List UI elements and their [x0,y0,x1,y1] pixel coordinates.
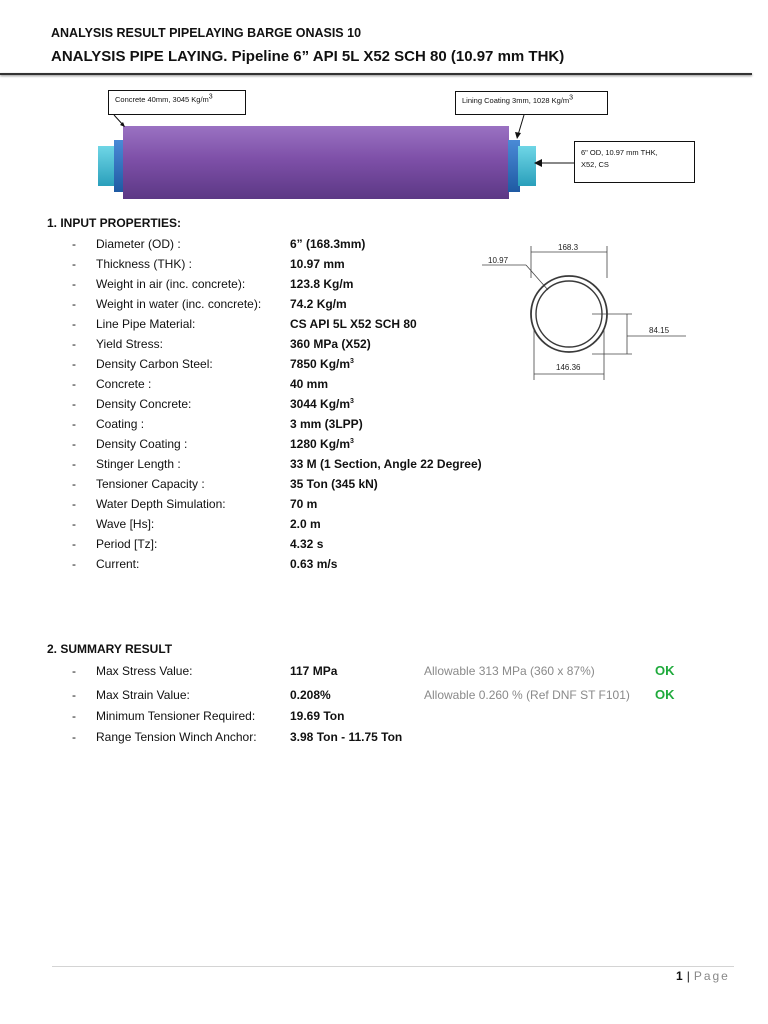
row-bullet: - [72,397,76,411]
input-label: Water Depth Simulation: [96,497,226,511]
input-label: Diameter (OD) : [96,237,181,251]
row-bullet: - [72,664,76,678]
row-bullet: - [72,730,76,744]
input-value: 4.32 s [290,537,324,551]
pipe-illustration [96,120,540,200]
header-rule [0,73,752,75]
unit-superscript: 3 [350,358,354,365]
page-separator: | [686,969,690,983]
input-label: Current: [96,557,140,571]
pipe-coating-left [114,140,124,192]
input-label: Density Carbon Steel: [96,357,213,371]
summary-label: Minimum Tensioner Required: [96,709,256,723]
row-bullet: - [72,497,76,511]
input-value: 35 Ton (345 kN) [290,477,378,491]
row-bullet: - [72,688,76,702]
input-label: Coating : [96,417,145,431]
row-bullet: - [72,277,76,291]
row-bullet: - [72,437,76,451]
row-bullet: - [72,517,76,531]
input-value: 123.8 Kg/m [290,277,354,291]
unit-superscript: 3 [350,438,354,445]
row-bullet: - [72,257,76,271]
input-value: 70 m [290,497,318,511]
input-label: Concrete : [96,377,152,391]
input-value: 2.0 m [290,517,321,531]
input-label: Stinger Length : [96,457,181,471]
input-value: 74.2 Kg/m [290,297,347,311]
summary-value: 117 MPa [290,664,338,678]
callout-pipe [574,141,695,183]
callout-lining-sup: 3 [569,94,574,102]
callout-concrete-text: Concrete 40mm, 3045 Kg/m [115,95,209,104]
row-bullet: - [72,317,76,331]
dim-id: 146.36 [556,363,581,372]
row-bullet: - [72,357,76,371]
row-bullet: - [72,557,76,571]
summary-value: 19.69 Ton [290,709,345,723]
pipe-concrete-body [123,126,509,199]
input-value: 40 mm [290,377,329,391]
input-label: Weight in water (inc. concrete): [96,297,262,311]
input-value: 10.97 mm [290,257,345,271]
input-value: 360 MPa (X52) [290,337,371,351]
leader-concrete [112,114,128,130]
input-label: Wave [Hs]: [96,517,155,531]
row-bullet: - [72,337,76,351]
input-value: 3 mm (3LPP) [290,417,363,431]
callout-concrete [108,90,246,115]
page-number: 1 [676,969,683,983]
callout-pipe-line1: 6" OD, 10.97 mm THK, [581,148,658,157]
status-ok-badge: OK [655,663,675,678]
summary-value: 0.208% [290,688,331,702]
summary-allowable: Allowable 313 MPa (360 x 87%) [424,664,595,678]
summary-label: Range Tension Winch Anchor: [96,730,257,744]
input-label: Density Coating : [96,437,188,451]
dim-thk: 10.97 [488,256,509,265]
row-bullet: - [72,457,76,471]
row-bullet: - [72,237,76,251]
status-ok-badge: OK [655,687,675,702]
input-value: 33 M (1 Section, Angle 22 Degree) [290,457,482,471]
report-subtitle: ANALYSIS PIPE LAYING. Pipeline 6” API 5L X52 SCH 80 (10.97 mm THK) [51,48,565,65]
leader-pipe [534,157,576,169]
input-label: Tensioner Capacity : [96,477,205,491]
row-bullet: - [72,709,76,723]
summary-value: 3.98 Ton - 11.75 Ton [290,730,403,744]
summary-allowable: Allowable 0.260 % (Ref DNF ST F101) [424,688,630,702]
input-label: Density Concrete: [96,397,192,411]
input-label: Line Pipe Material: [96,317,196,331]
input-value: 1280 $Kg/m^3$ [290,437,354,451]
row-bullet: - [72,537,76,551]
row-bullet: - [72,377,76,391]
input-value: 3044 $Kg/m^3$ [290,397,354,411]
callout-concrete-sup: 3 [208,93,213,101]
input-properties-heading: 1. INPUT PROPERTIES: [47,216,182,230]
unit-superscript: 3 [350,398,354,405]
page-word: Page [693,969,730,983]
pipe-cross-section [472,238,694,388]
dim-od: 168.3 [558,243,579,252]
input-label: Weight in air (inc. concrete): [96,277,246,291]
row-bullet: - [72,297,76,311]
report-title: ANALYSIS RESULT PIPELAYING BARGE ONASIS 10 [51,26,362,40]
input-value: 7850 $Kg/m^3$ [290,357,354,371]
dim-radius: 84.15 [649,326,670,335]
input-label: Thickness (THK) : [96,257,193,271]
summary-label: Max Strain Value: [96,688,190,702]
callout-pipe-line2: X52, CS [581,160,609,169]
input-value: 6” (168.3mm) [290,237,366,251]
input-label: Period [Tz]: [96,537,158,551]
row-bullet: - [72,477,76,491]
summary-heading: 2. SUMMARY RESULT [47,642,173,656]
callout-lining-text: Lining Coating 3mm, 1028 Kg/m [462,96,570,105]
footer-rule [52,966,734,967]
row-bullet: - [72,417,76,431]
input-label: Yield Stress: [96,337,163,351]
page-footer [676,969,730,983]
leader-lining [512,114,528,140]
input-value: 0.63 m/s [290,557,338,571]
input-value: CS API 5L X52 SCH 80 [290,317,417,331]
callout-lining [455,91,608,115]
summary-label: Max Stress Value: [96,664,193,678]
